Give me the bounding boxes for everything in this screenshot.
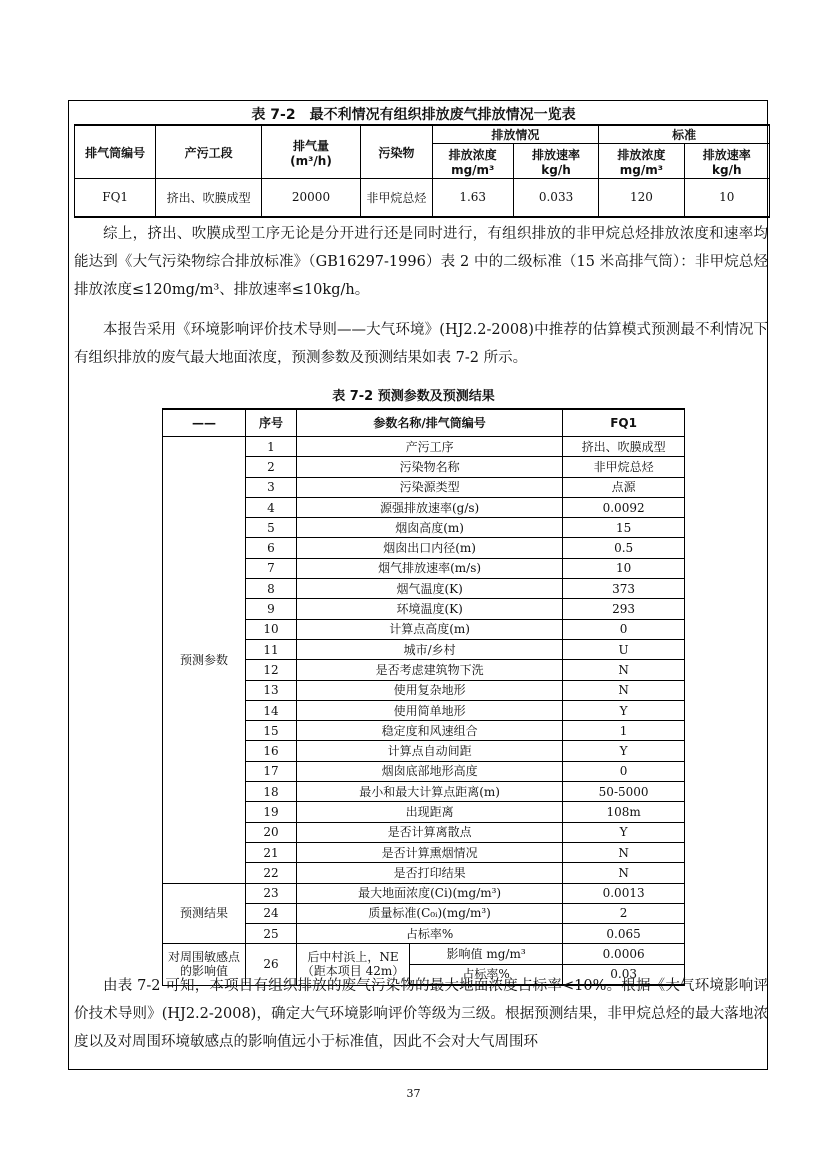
row-value: Y — [563, 822, 685, 842]
table-row — [163, 437, 685, 457]
row-name: 产污工序 — [297, 437, 563, 457]
th-process: 产污工段 — [156, 125, 261, 179]
group-sensitive: 对周围敏感点的影响值 — [163, 944, 246, 985]
table1-title: 表 7-2 最不利情况有组织排放废气排放情况一览表 — [251, 107, 576, 123]
cell-rate: 0.033 — [513, 179, 598, 217]
row-value: 10 — [563, 558, 685, 578]
impact-label: 影响值 mg/m³ — [410, 944, 563, 964]
row-value: 0.0092 — [563, 497, 685, 517]
th-param: 参数名称/排气筒编号 — [297, 409, 563, 437]
row-name: 出现距离 — [297, 802, 563, 822]
sensitive-location: 后中村浜上，NE（距本项目 42m） — [297, 944, 410, 985]
ratio-label: 占标率% — [410, 964, 563, 985]
row-value: 挤出、吹膜成型 — [563, 437, 685, 457]
th-std-rate: 排放速率 kg/h — [684, 144, 769, 179]
row-value: 0.5 — [563, 538, 685, 558]
row-no: 24 — [246, 903, 297, 923]
row-value: 0.065 — [563, 924, 685, 944]
cell-stack: FQ1 — [75, 179, 156, 217]
row-name: 污染物名称 — [297, 457, 563, 477]
th-std-conc: 排放浓度 mg/m³ — [599, 144, 684, 179]
row-name: 质量标准(C₀ᵢ)(mg/m³) — [297, 903, 563, 923]
row-no: 22 — [246, 863, 297, 883]
row-no: 18 — [246, 782, 297, 802]
th-pollutant: 污染物 — [361, 125, 432, 179]
paragraph-1: 综上，挤出、吹膜成型工序无论是分开进行还是同时进行，有组织排放的非甲烷总烃排放浓度和速率均能达到《大气污染物综合排放标准》（GB16297-1996）表 2 中的二级标准（15 米高排气筒）：非甲烷总烃排放浓度≤120mg/m³、排放速率≤10kg/h。 — [74, 226, 768, 298]
row-name: 城市/乡村 — [297, 639, 563, 659]
paragraph-3: 由表 7-2 可知，本项目有组织排放的废气污染物的最大地面浓度占标率<10%。根据《大气环境影响评价技术导则》(HJ2.2-2008)，确定大气环境影响评价等级为三级。根据预测结果，非甲烷总烃的最大落地浓度以及对周围环境敏感点的影响值远小于标准值，因此不会对大气周围环 — [74, 978, 768, 1050]
table2-title: 表 7-2 预测参数及预测结果 — [332, 389, 495, 404]
row-name: 是否考虑建筑物下洗 — [297, 660, 563, 680]
cell-process: 挤出、吹膜成型 — [156, 179, 261, 217]
row-name: 烟气温度(K) — [297, 579, 563, 599]
row-name: 烟气排放速率(m/s) — [297, 558, 563, 578]
row-no: 17 — [246, 761, 297, 781]
row-no: 20 — [246, 822, 297, 842]
row-name: 最大地面浓度(Ci)(mg/m³) — [297, 883, 563, 903]
row-name: 是否计算熏烟情况 — [297, 842, 563, 862]
row-no: 8 — [246, 579, 297, 599]
row-no: 23 — [246, 883, 297, 903]
row-value: N — [563, 680, 685, 700]
row-no: 15 — [246, 721, 297, 741]
row-no: 16 — [246, 741, 297, 761]
row-value: 0 — [563, 619, 685, 639]
row-no: 19 — [246, 802, 297, 822]
emission-table — [74, 124, 770, 218]
row-value: 非甲烷总烃 — [563, 457, 685, 477]
row-value: Y — [563, 741, 685, 761]
row-value: 0 — [563, 761, 685, 781]
row-no: 5 — [246, 518, 297, 538]
row-name: 使用简单地形 — [297, 700, 563, 720]
row-value: N — [563, 660, 685, 680]
row-value: 15 — [563, 518, 685, 538]
row-name: 占标率% — [297, 924, 563, 944]
row-no: 1 — [246, 437, 297, 457]
group-results: 预测结果 — [163, 883, 246, 944]
row-value: N — [563, 863, 685, 883]
row-name: 烟囱出口内径(m) — [297, 538, 563, 558]
row-value: 50-5000 — [563, 782, 685, 802]
row-value: 2 — [563, 903, 685, 923]
ratio-value: 0.03 — [563, 964, 685, 985]
th-seq: 序号 — [246, 409, 297, 437]
th-rate: 排放速率 kg/h — [513, 144, 598, 179]
prediction-table — [162, 408, 685, 986]
row-name: 使用复杂地形 — [297, 680, 563, 700]
cell-std-conc: 120 — [599, 179, 684, 217]
row-name: 环境温度(K) — [297, 599, 563, 619]
row-no: 14 — [246, 700, 297, 720]
row-name: 是否计算离散点 — [297, 822, 563, 842]
row-name: 稳定度和风速组合 — [297, 721, 563, 741]
cell-std-rate: 10 — [684, 179, 769, 217]
row-no: 10 — [246, 619, 297, 639]
row-value: 1 — [563, 721, 685, 741]
row-no: 13 — [246, 680, 297, 700]
row-name: 是否打印结果 — [297, 863, 563, 883]
row-value: Y — [563, 700, 685, 720]
th-emission: 排放情况 — [432, 125, 599, 144]
row-name: 源强排放速率(g/s) — [297, 497, 563, 517]
th-conc: 排放浓度 mg/m³ — [432, 144, 513, 179]
row-no: 21 — [246, 842, 297, 862]
row-no: 12 — [246, 660, 297, 680]
row-name: 最小和最大计算点距离(m) — [297, 782, 563, 802]
row-no: 4 — [246, 497, 297, 517]
impact-value: 0.0006 — [563, 944, 685, 964]
row-value: N — [563, 842, 685, 862]
row-no: 26 — [246, 944, 297, 985]
th-stack: 排气筒编号 — [75, 125, 156, 179]
row-no: 2 — [246, 457, 297, 477]
row-value: 293 — [563, 599, 685, 619]
paragraph-2: 本报告采用《环境影响评价技术导则——大气环境》(HJ2.2-2008)中推荐的估算模式预测最不利情况下有组织排放的废气最大地面浓度，预测参数及预测结果如表 7-2 所示。 — [74, 322, 768, 366]
row-name: 计算点自动间距 — [297, 741, 563, 761]
row-value: 0.0013 — [563, 883, 685, 903]
group-params: 预测参数 — [163, 437, 246, 884]
cell-pollutant: 非甲烷总烃 — [361, 179, 432, 217]
row-no: 6 — [246, 538, 297, 558]
th-dash: —— — [163, 409, 246, 437]
row-no: 3 — [246, 477, 297, 497]
table-row — [163, 883, 685, 903]
row-no: 25 — [246, 924, 297, 944]
row-value: 点源 — [563, 477, 685, 497]
row-value: U — [563, 639, 685, 659]
row-value: 373 — [563, 579, 685, 599]
cell-volume: 20000 — [261, 179, 360, 217]
row-name: 计算点高度(m) — [297, 619, 563, 639]
row-no: 7 — [246, 558, 297, 578]
row-value: 108m — [563, 802, 685, 822]
th-standard: 标准 — [599, 125, 770, 144]
row-name: 污染源类型 — [297, 477, 563, 497]
table-row — [163, 944, 685, 964]
row-no: 9 — [246, 599, 297, 619]
page-number: 37 — [406, 1087, 421, 1100]
th-fq1: FQ1 — [563, 409, 685, 437]
row-name: 烟囱底部地形高度 — [297, 761, 563, 781]
row-name: 烟囱高度(m) — [297, 518, 563, 538]
th-volume: 排气量 (m³/h) — [261, 125, 360, 179]
row-no: 11 — [246, 639, 297, 659]
cell-conc: 1.63 — [432, 179, 513, 217]
